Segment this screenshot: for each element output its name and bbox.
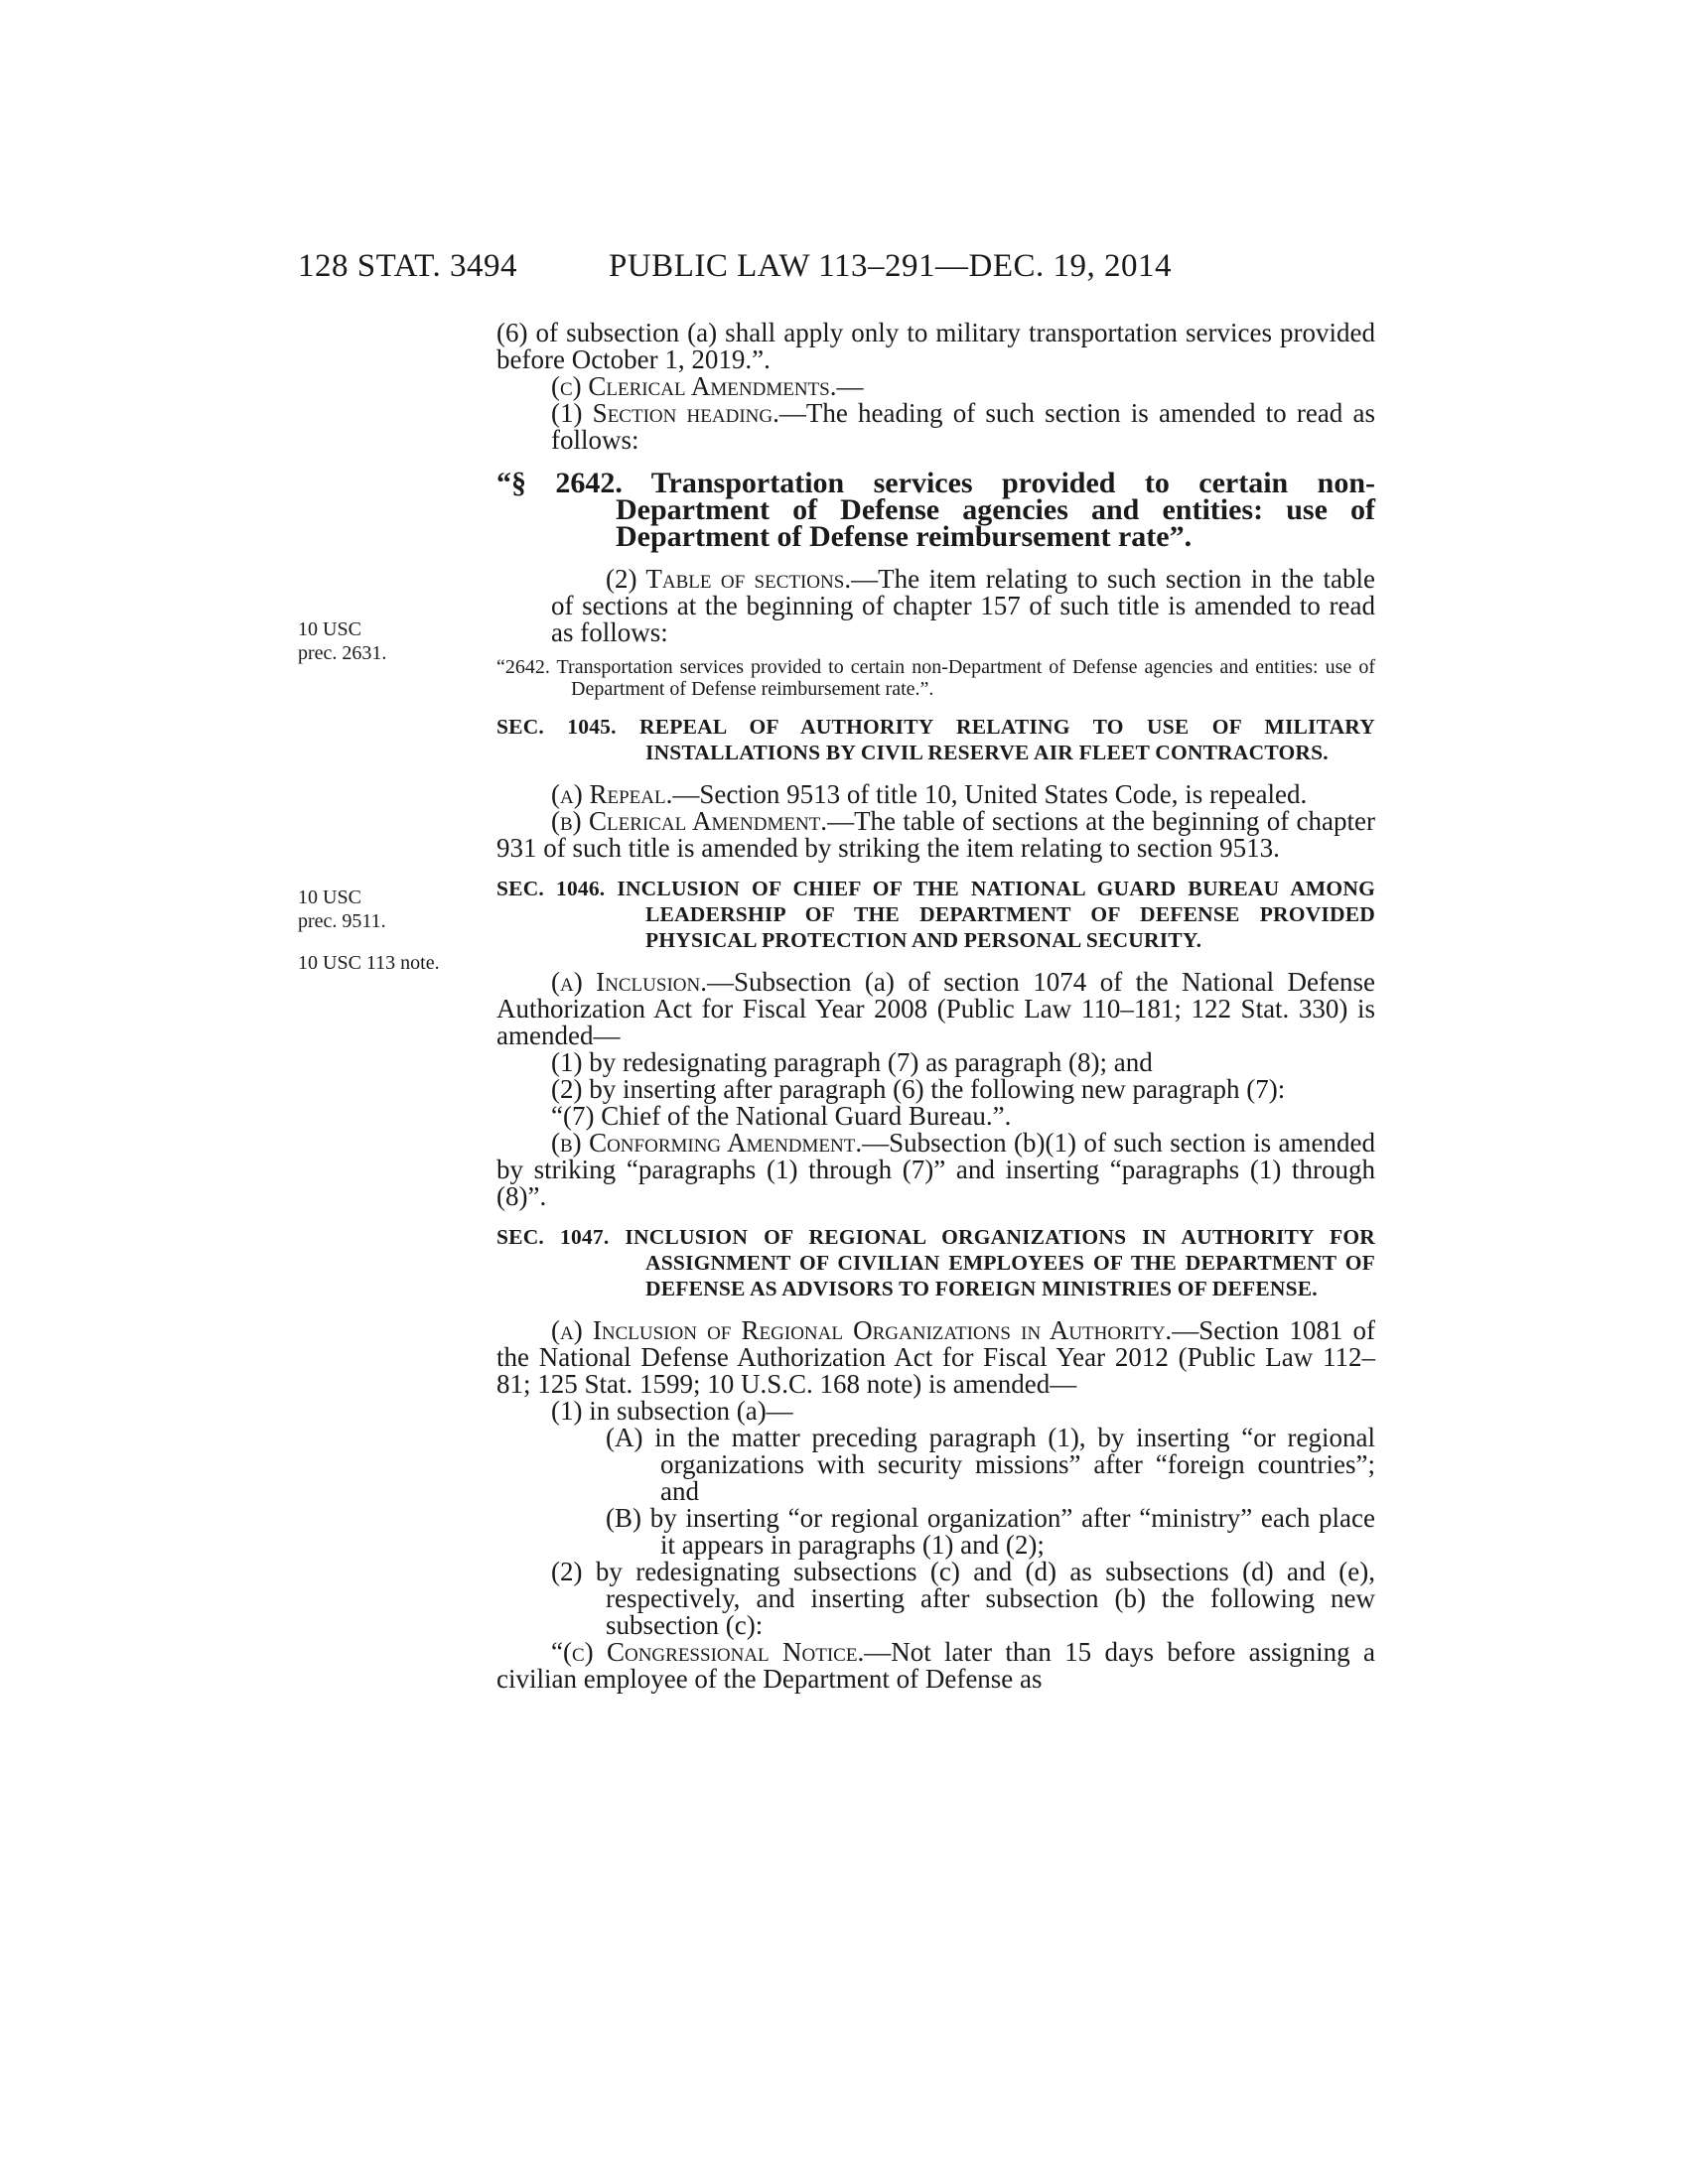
paragraph bbox=[496, 808, 1375, 862]
paragraph-label: “(c) Congressional Notice. bbox=[551, 1637, 865, 1667]
paragraph: (1) in subsection (a)— bbox=[551, 1396, 793, 1426]
paragraph-text: —Not later than 15 days before assigning a civilian employee of the Department of Defense as bbox=[496, 1637, 1375, 1694]
paragraph-text: —Section 1081 of the National Defense Authorization Act for Fiscal Year 2012 (Public Law 112–81; 125 Stat. 1599; 10 U.S.C. 168 note) is amended— bbox=[496, 1315, 1375, 1399]
paragraph bbox=[496, 566, 1375, 646]
paragraph-label: (a) Inclusion. bbox=[551, 967, 707, 997]
section-heading: “§ 2642. Transportation services provided to certain non-Department of Defense agencies and entities: use of Department of Defense reimbursement rate”. bbox=[496, 467, 1375, 553]
margin-note-line: 10 USC bbox=[298, 887, 361, 908]
paragraph: (6) of subsection (a) shall apply only to military transportation services provided before October 1, 2019.”. bbox=[496, 318, 1375, 374]
paragraph: (1) by redesignating paragraph (7) as paragraph (8); and bbox=[551, 1047, 1153, 1077]
margin-note-line: 10 USC bbox=[298, 618, 361, 640]
paragraph bbox=[496, 781, 1375, 808]
paragraph bbox=[496, 400, 1375, 454]
paragraph bbox=[496, 1317, 1375, 1398]
paragraph-label: (b) Conforming Amendment. bbox=[551, 1128, 863, 1158]
paragraph-text: —Subsection (b)(1) of such section is amended by striking “paragraphs (1) through (7)” and inserting “paragraphs (1) through (8)”. bbox=[496, 1128, 1375, 1211]
paragraph-label: (a) Inclusion of Regional Organizations in Authority. bbox=[551, 1315, 1173, 1345]
paragraph bbox=[496, 1639, 1375, 1693]
running-header: PUBLIC LAW 113–291—DEC. 19, 2014 bbox=[609, 248, 1173, 284]
section-1046-heading: SEC. 1046. INCLUSION OF CHIEF OF THE NATIONAL GUARD BUREAU AMONG LEADERSHIP OF THE DEPARTMENT OF DEFENSE PROVIDED PHYSICAL PROTECTION AND PERSONAL SECURITY. bbox=[496, 877, 1375, 952]
paragraph: (A) in the matter preceding paragraph (1), by inserting “or regional organizations with security missions” after “foreign countries”; and bbox=[606, 1423, 1375, 1506]
paragraph bbox=[496, 1130, 1375, 1210]
paragraph-text: —The heading of such section is amended to read as follows: bbox=[551, 398, 1375, 455]
paragraph-text: —Subsection (a) of section 1074 of the National Defense Authorization Act for Fiscal Year 2008 (Public Law 110–181; 122 Stat. 330) is amended— bbox=[496, 967, 1375, 1050]
margin-note-usc-2631 bbox=[298, 617, 477, 665]
margin-note-line: prec. 2631. bbox=[298, 642, 387, 664]
paragraph: (2) by redesignating subsections (c) and (d) as subsections (d) and (e), respectively, and inserting after subsection (b) the following new subsection (c): bbox=[551, 1557, 1375, 1640]
paragraph-label: (a) Repeal. bbox=[551, 779, 673, 809]
paragraph-text: —The table of sections at the beginning of chapter 931 of such title is amended by striking the item relating to section 9513. bbox=[496, 806, 1375, 863]
table-of-sections-item: “2642. Transportation services provided to certain non-Department of Defense agencies and entities: use of Department of Defense reimbursement rate.”. bbox=[496, 656, 1375, 700]
paragraph: (B) by inserting “or regional organization” after “ministry” each place it appears in paragraphs (1) and (2); bbox=[606, 1503, 1375, 1560]
paragraph bbox=[496, 373, 1375, 400]
paragraph: (2) by inserting after paragraph (6) the following new paragraph (7): bbox=[551, 1074, 1286, 1104]
page-stat-number: 128 STAT. 3494 bbox=[298, 248, 518, 284]
paragraph-label: (1) Section heading. bbox=[551, 398, 779, 428]
paragraph-label: (2) Table of sections. bbox=[606, 564, 852, 594]
paragraph-text: —Section 9513 of title 10, United States Code, is repealed. bbox=[672, 779, 1308, 809]
paragraph bbox=[496, 969, 1375, 1049]
subsection-label: (c) Clerical Amendments.— bbox=[551, 371, 864, 401]
margin-note-usc-9511 bbox=[298, 886, 477, 933]
margin-note-usc-113: 10 USC 113 note. bbox=[298, 952, 440, 974]
margin-note-line: prec. 9511. bbox=[298, 910, 386, 932]
section-1045-heading: SEC. 1045. REPEAL OF AUTHORITY RELATING TO USE OF MILITARY INSTALLATIONS BY CIVIL RESERVE AIR FLEET CONTRACTORS. bbox=[496, 715, 1375, 764]
paragraph: “(7) Chief of the National Guard Bureau.”. bbox=[551, 1101, 1012, 1131]
paragraph-text: —The item relating to such section in the table of sections at the beginning of chapter 157 of such title is amended to read as follows: bbox=[551, 564, 1376, 647]
section-1047-heading: SEC. 1047. INCLUSION OF REGIONAL ORGANIZATIONS IN AUTHORITY FOR ASSIGNMENT OF CIVILIAN EMPLOYEES OF THE DEPARTMENT OF DEFENSE AS ADVISORS TO FOREIGN MINISTRIES OF DEFENSE. bbox=[496, 1225, 1375, 1300]
paragraph-label: (b) Clerical Amendment. bbox=[551, 806, 828, 836]
main-text-column bbox=[496, 320, 1375, 1693]
